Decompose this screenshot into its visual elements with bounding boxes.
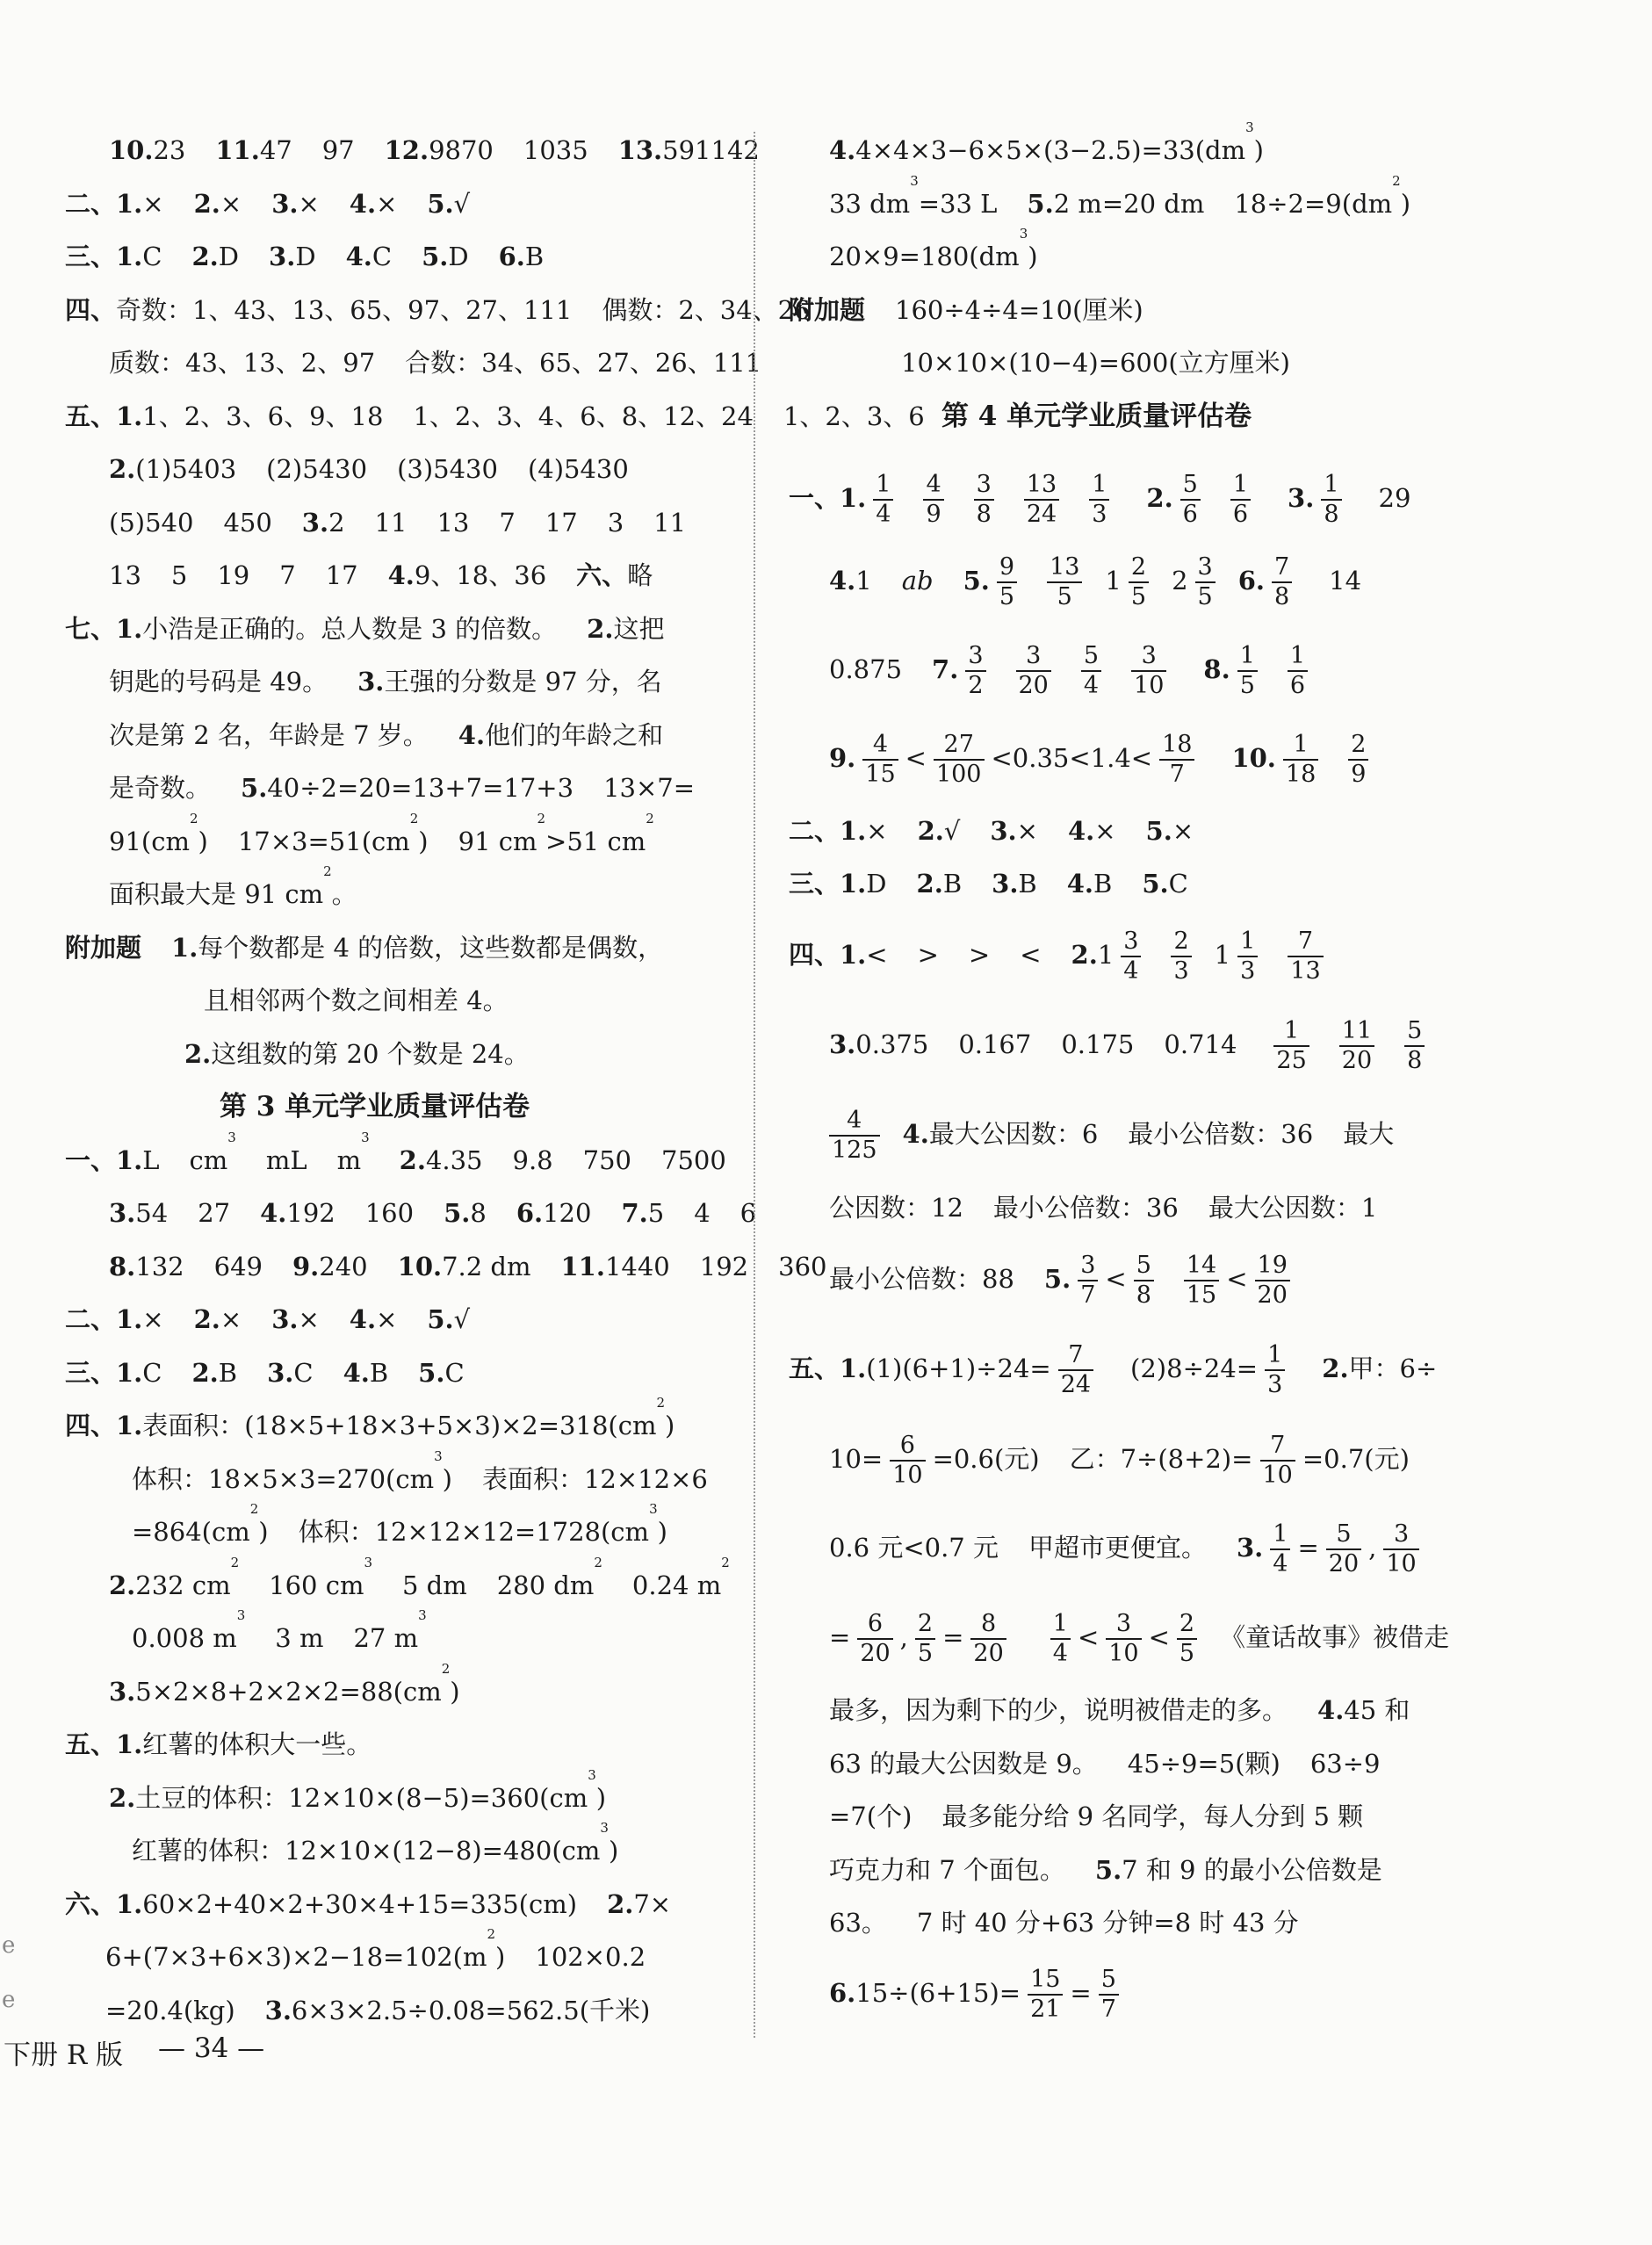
fraction: $\frac{3}{10}$ xyxy=(1106,1612,1141,1666)
fraction: $\frac{2}{9}$ xyxy=(1348,733,1368,787)
fraction: $\frac{11}{20}$ xyxy=(1339,1019,1374,1073)
answer-line: 且相邻两个数之间相差 4。 xyxy=(204,985,509,1015)
section-title: 第 4 单元学业质量评估卷 xyxy=(941,401,1252,432)
fraction: $\frac{15}{21}$ xyxy=(1028,1967,1063,2022)
answer-line: 3.54 27 4.192 160 5.8 6.120 7.5 4 6 xyxy=(109,1198,757,1228)
answer-line: 2.232 $cm^2160$ $cm^35$ dm 280 $dm^20.24$ $m^2$ xyxy=(109,1555,730,1600)
answer-line: 二、1.× 2.√ 3.× 4.× 5.× xyxy=(789,816,1194,846)
answer-line: = $\frac{6}{20}$ , $\frac{2}{5}$ = $\frac{8}{20}$ $\frac{1}{4}$ < $\frac{3}{10}$ < $\frac{2}{5}$ 《童话故事》被借走 xyxy=(829,1610,1450,1667)
answer-line: 63 的最大公因数是 9。 45÷9=5(颗) 63÷9 xyxy=(829,1749,1381,1779)
answer-line: =20.4(kg) 3.6×3×2.5÷0.08=562.5(千米) xyxy=(105,1996,651,2025)
answer-line: 四、1.表面积：$(18\times 5+18\times 3+5\times 3)\times 2=318(cm^2)$ xyxy=(65,1395,675,1440)
answer-line: 七、1.小浩是正确的。总人数是 3 的倍数。 2.这把 xyxy=(65,614,665,644)
fraction: $\frac{1}{3}$ xyxy=(1265,1343,1285,1397)
answer-line: =7(个) 最多能分给 9 名同学，每人分到 5 颗 xyxy=(829,1801,1364,1831)
answer-line: 五、1.红薯的体积大一些。 xyxy=(65,1729,372,1759)
fraction: $\frac{1}{18}$ xyxy=(1283,733,1318,787)
fraction: $\frac{13}{5}$ xyxy=(1047,555,1082,610)
fraction: $\frac{27}{100}$ xyxy=(934,733,985,787)
fraction: $\frac{7}{8}$ xyxy=(1272,555,1292,610)
fraction: $\frac{18}{7}$ xyxy=(1159,733,1194,787)
edge-mark: e xyxy=(2,1932,16,1959)
fraction: $\frac{6}{10}$ xyxy=(890,1433,925,1488)
fraction: $\frac{1}{3}$ xyxy=(1089,473,1109,527)
answer-line: 三、1.D 2.B 3.B 4.B 5.C xyxy=(789,869,1188,899)
edge-mark: e xyxy=(2,1987,16,2013)
fraction: $\frac{4}{15}$ xyxy=(862,733,898,787)
answer-line: $3.5\times 2\times 8+2\times 2\times 2=88(cm^2)$ xyxy=(109,1661,460,1707)
answer-line: $=864(cm^2)$ 体积：$12\times 12\times 12=1728(cm^3)$ xyxy=(132,1501,667,1547)
fraction: $\frac{3}{5}$ xyxy=(1195,555,1216,610)
fraction: $\frac{4}{9}$ xyxy=(923,473,943,527)
answer-line: 9. $\frac{4}{15}$ < $\frac{27}{100}$ <0.35<1.4< $\frac{18}{7}$ 10. $\frac{1}{18}$ $\frac{2}{9}$ xyxy=(829,731,1375,785)
fraction: $\frac{3}{10}$ xyxy=(1131,644,1166,698)
answer-line: 一、1.L $cm^3mL$ $m^32.4.35$ 9.8 750 7500 xyxy=(65,1130,726,1175)
answer-line: 最小公倍数：88 5. $\frac{3}{7}$ < $\frac{5}{8}$ $\frac{14}{15}$ < $\frac{19}{20}$ xyxy=(829,1252,1297,1306)
answer-line: 六、1.60×2+40×2+30×4+15=335(cm) 2.7× xyxy=(65,1889,672,1919)
fraction: $\frac{1}{5}$ xyxy=(1237,644,1258,698)
answer-line: $4.4\times 4\times 3-6\times 5\times(3-2.5)=33(dm^3)$ xyxy=(829,119,1264,165)
answer-line: 2.这组数的第 20 个数是 24。 xyxy=(184,1039,530,1069)
fraction: $\frac{5}{4}$ xyxy=(1081,644,1101,698)
fraction: $\frac{7}{10}$ xyxy=(1260,1433,1295,1488)
fraction: $\frac{3}{10}$ xyxy=(1383,1522,1418,1577)
fraction: $\frac{1}{4}$ xyxy=(1270,1522,1290,1577)
answer-line: 附加题 1.每个数都是 4 的倍数，这些数都是偶数， xyxy=(65,933,664,963)
answer-line: 2.土豆的体积：$12\times 10\times(8-5)=360(cm^3)$ xyxy=(109,1767,607,1813)
fraction: $\frac{7}{13}$ xyxy=(1288,929,1323,984)
fraction: $\frac{6}{20}$ xyxy=(857,1612,892,1666)
answer-line: 0.6 元<0.7 元 甲超市更便宜。 3. $\frac{1}{4}$ = $\frac{5}{20}$ , $\frac{3}{10}$ xyxy=(829,1520,1426,1575)
answer-line: 钥匙的号码是 49。 3.王强的分数是 97 分，名 xyxy=(109,667,662,697)
answer-line: 10×10×(10−4)=600(立方厘米) xyxy=(901,348,1290,378)
answer-line: 次是第 2 名，年龄是 7 岁。 4.他们的年龄之和 xyxy=(109,720,664,750)
fraction: $\frac{9}{5}$ xyxy=(997,555,1017,610)
answer-line: 0.875 7. $\frac{3}{2}$ $\frac{3}{20}$ $\frac{5}{4}$ $\frac{3}{10}$ 8. $\frac{1}{5}$ $\frac{1}{6}$ xyxy=(829,642,1315,697)
answer-line: 四、奇数：1、43、13、65、97、27、111 偶数：2、34、26 xyxy=(65,295,811,325)
fraction: $\frac{5}{8}$ xyxy=(1404,1019,1425,1073)
answer-line: 63。 7 时 40 分+63 分钟=8 时 43 分 xyxy=(829,1908,1299,1938)
answer-line: 6.15÷(6+15)= $\frac{15}{21}$ = $\frac{5}{7}$ xyxy=(829,1966,1126,2020)
fraction: $\frac{1}{4}$ xyxy=(873,473,893,527)
answer-line: 质数：43、13、2、97 合数：34、65、27、26、111 xyxy=(109,348,762,378)
answer-line: $20\times 9=180(dm^3)$ xyxy=(829,226,1038,271)
fraction: $\frac{5}{6}$ xyxy=(1180,473,1201,527)
fraction: $\frac{1}{8}$ xyxy=(1321,473,1341,527)
answer-line: 红薯的体积：$12\times 10\times(12-8)=480(cm^3)$ xyxy=(132,1820,619,1866)
fraction: $\frac{8}{20}$ xyxy=(970,1612,1006,1666)
answer-line: 4.1 ab 5. $\frac{9}{5}$ $\frac{13}{5}$ 1 $\frac{2}{5}$ 2 $\frac{3}{5}$ 6. $\frac{7}{8}$ 14 xyxy=(829,553,1362,610)
section-title: 第 3 单元学业质量评估卷 xyxy=(220,1091,530,1122)
answer-line: 一、1. $\frac{1}{4}$ $\frac{4}{9}$ $\frac{3}{8}$ $\frac{13}{24}$ $\frac{1}{3}$ 2. $\frac{5}{6}$ $\frac{1}{6}$ 3. $\frac{1}{8}$ 29 xyxy=(789,471,1411,528)
fraction: $\frac{3}{7}$ xyxy=(1078,1253,1098,1308)
answer-line: (5)540 450 3.2 11 13 7 17 3 11 xyxy=(109,508,687,538)
fraction: $\frac{2}{5}$ xyxy=(915,1612,935,1666)
fraction: $\frac{19}{20}$ xyxy=(1255,1253,1290,1308)
fraction: $\frac{5}{8}$ xyxy=(1134,1253,1154,1308)
answer-line: 10= $\frac{6}{10}$ =0.6(元) 乙：7÷(8+2)= $\frac{7}{10}$ =0.7(元) xyxy=(829,1432,1410,1489)
fraction: $\frac{5}{20}$ xyxy=(1326,1522,1361,1577)
fraction: $\frac{5}{7}$ xyxy=(1099,1967,1119,2022)
answer-line: 0.008 $m^33$ m 27 $m^3$ xyxy=(132,1607,427,1653)
fraction: $\frac{3}{20}$ xyxy=(1016,644,1051,698)
answer-line: 体积：$18\times 5\times 3=270(cm^3)$ 表面积：12×12×6 xyxy=(132,1448,708,1494)
answer-line: 巧克力和 7 个面包。 5.7 和 9 的最小公倍数是 xyxy=(829,1855,1382,1885)
fraction: $\frac{2}{5}$ xyxy=(1177,1612,1197,1666)
answer-line: 面积最大是 91 $cm^2$。 xyxy=(109,863,357,909)
fraction: $\frac{3}{2}$ xyxy=(965,644,985,698)
answer-line: 是奇数。 5.40÷2=20=13+7=17+3 13×7= xyxy=(109,773,696,803)
fraction: $\frac{1}{6}$ xyxy=(1288,644,1308,698)
column-divider xyxy=(754,132,755,2038)
fraction: $\frac{1}{6}$ xyxy=(1230,473,1251,527)
fraction: $\frac{3}{8}$ xyxy=(974,473,994,527)
fraction: $\frac{4}{125}$ xyxy=(829,1108,880,1163)
answer-line: 二、1.× 2.× 3.× 4.× 5.√ xyxy=(65,1304,471,1334)
fraction: $\frac{2}{5}$ xyxy=(1129,555,1149,610)
fraction: $\frac{1}{25}$ xyxy=(1273,1019,1309,1073)
answer-line: 33 $dm^3=33$ L 5.2 m=20 dm $18\div 2=9(dm^2)$ xyxy=(829,173,1411,219)
page-number: — 34 — xyxy=(158,2032,265,2064)
answer-line: $\frac{4}{125}$ 4.最大公因数：6 最小公倍数：36 最大 xyxy=(822,1107,1394,1161)
answer-line: $6+(7\times 3+6\times 3)\times 2-18=102(m^2)$ 102×0.2 xyxy=(105,1926,646,1972)
answer-line: 三、1.C 2.D 3.D 4.C 5.D 6.B xyxy=(65,242,545,271)
answer-line: 10.23 11.47 97 12.9870 1035 13.591142 xyxy=(109,135,760,165)
answer-line: 2.(1)5403 (2)5430 (3)5430 (4)5430 xyxy=(109,454,629,484)
fraction: $\frac{14}{15}$ xyxy=(1184,1253,1219,1308)
answer-line: 3.0.375 0.167 0.175 0.714 $\frac{1}{25}$ $\frac{11}{20}$ $\frac{5}{8}$ xyxy=(829,1017,1432,1072)
answer-line: 三、1.C 2.B 3.C 4.B 5.C xyxy=(65,1358,465,1388)
answer-line: 附加题 160÷4÷4=10(厘米) xyxy=(789,295,1143,325)
answer-line: 五、1.(1)(6+1)÷24= $\frac{7}{24}$ (2)8÷24= $\frac{1}{3}$ 2.甲：6÷ xyxy=(789,1341,1438,1398)
answer-line: 8.132 649 9.240 10.7.2 dm 11.1440 192 360 xyxy=(109,1252,827,1281)
fraction: $\frac{7}{24}$ xyxy=(1058,1343,1093,1397)
fraction: $\frac{1}{3}$ xyxy=(1237,929,1258,984)
answer-line: 公因数：12 最小公倍数：36 最大公因数：1 xyxy=(829,1193,1378,1223)
answer-line: $91(cm^2)$ $17\times 3=51(cm^2)$ 91 $cm^2>51$ $cm^2$ xyxy=(109,811,654,856)
fraction: $\frac{13}{24}$ xyxy=(1024,473,1059,527)
fraction: $\frac{1}{4}$ xyxy=(1050,1612,1071,1666)
answer-line: 四、1.< > > < 2.1 $\frac{3}{4}$ $\frac{2}{3}$ 1 $\frac{1}{3}$ $\frac{7}{13}$ xyxy=(789,928,1331,982)
fraction: $\frac{2}{3}$ xyxy=(1171,929,1191,984)
answer-line: 13 5 19 7 17 4.9、18、36 六、略 xyxy=(109,560,653,590)
fraction: $\frac{3}{4}$ xyxy=(1121,929,1141,984)
answer-line: 最多，因为剩下的少，说明被借走的多。 4.45 和 xyxy=(829,1695,1410,1725)
answer-line: 五、1.1、2、3、6、9、18 1、2、3、4、6、8、12、24 1、2、3、6 xyxy=(65,401,925,431)
answer-line: 二、1.× 2.× 3.× 4.× 5.√ xyxy=(65,189,471,219)
footer-edition: 下册 R 版 xyxy=(4,2039,124,2071)
